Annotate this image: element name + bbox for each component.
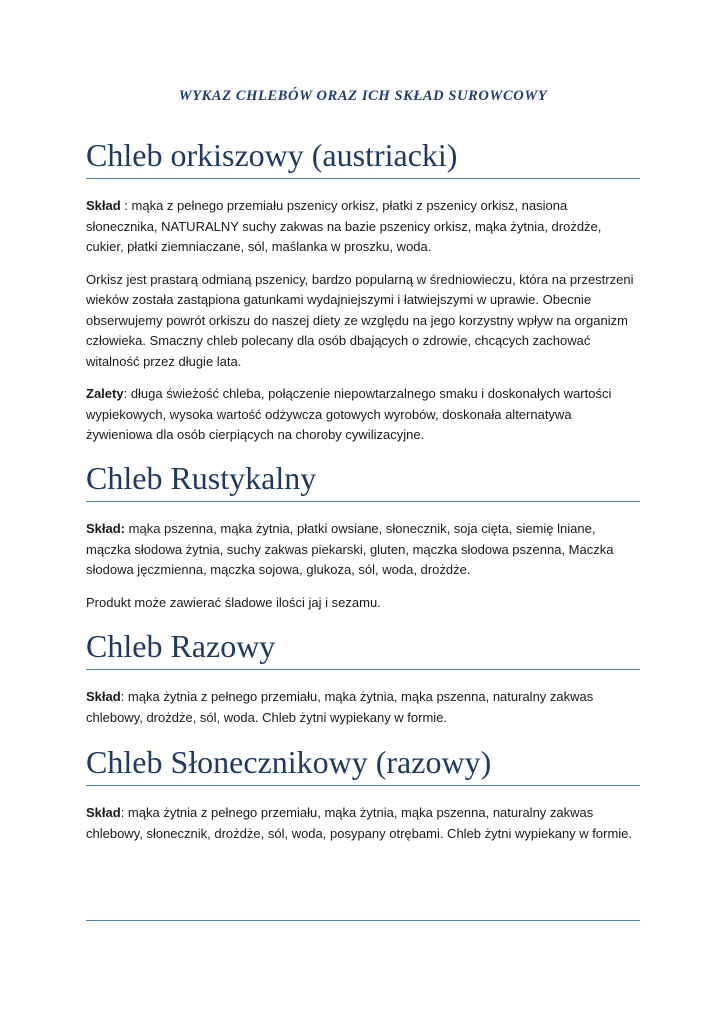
composition-label: Skład: (86, 521, 126, 536)
section-chleb-slonecznikowy (86, 743, 640, 844)
composition-label: Skład (86, 805, 121, 820)
section-heading: Chleb orkiszowy (austriacki) (86, 136, 640, 179)
composition-text: mąka żytnia z pełnego przemiału, mąka żytnia, mąka pszenna, naturalny zakwas chlebowy, drożdże, sól, woda. Chleb żytni wypiekany w formie. (86, 689, 594, 725)
composition-label: Skład (86, 198, 121, 213)
advantages-paragraph (86, 384, 640, 446)
description-paragraph: Orkisz jest prastarą odmianą pszenicy, bardzo popularną w średniowieczu, która na przestrzeni wieków została zastąpiona gatunkami wydajniejszymi i łatwiejszymi w uprawie. Obecnie obserwujemy powrót orkiszu do naszej diety ze względu na jego korzystny wpływ na organizm człowieka. Smaczny chleb polecany dla osób dbających o zdrowie, chcących zachować witalność przez długie lata. (86, 271, 634, 369)
section-chleb-rustykalny (86, 459, 640, 613)
composition-text: mąka z pełnego przemiału pszenicy orkisz, płatki z pszenicy orkisz, nasiona słonecznika, NATURALNY suchy zakwas na bazie pszenicy orkisz, mąka żytnia, drożdże, cukier, płatki ziemniaczane, sól, maślanka w proszku, woda. (86, 198, 602, 254)
section-chleb-razowy (86, 627, 640, 728)
note-paragraph: Produkt może zawierać śladowe ilości jaj i sezamu. (86, 594, 381, 610)
section-heading: Chleb Razowy (86, 627, 640, 670)
composition-paragraph (86, 519, 640, 581)
document-title: WYKAZ CHLEBÓW ORAZ ICH SKŁAD SUROWCOWY (178, 88, 548, 104)
composition-paragraph (86, 687, 640, 728)
advantages-text: długa świeżość chleba, połączenie niepowtarzalnego smaku i doskonałych wartości wypiekowych, wysoka wartość odżywcza gotowych wyrobów, doskonała alternatywa żywieniowa dla osób cierpiących na choroby cywilizacyjne. (86, 386, 612, 442)
composition-label: Skład (86, 689, 121, 704)
composition-paragraph (86, 803, 640, 844)
composition-separator: : (120, 198, 132, 213)
advantages-separator: : (123, 386, 131, 401)
section-heading: Chleb Rustykalny (86, 459, 640, 502)
section-heading: Chleb Słonecznikowy (razowy) (86, 743, 640, 786)
composition-separator: : (120, 689, 128, 704)
composition-text: mąka pszenna, mąka żytnia, płatki owsiane, słonecznik, soja cięta, siemię lniane, mączka słodowa żytnia, suchy zakwas piekarski, gluten, mączka słodowa pszenna, Maczka słodowa jęczmienna, mączka sojowa, glukoza, sól, woda, drożdże. (86, 521, 614, 577)
composition-paragraph (86, 196, 640, 258)
composition-separator: : (120, 805, 128, 820)
footer-divider (86, 920, 640, 921)
section-chleb-orkiszowy (86, 136, 640, 446)
advantages-label: Zalety (86, 386, 124, 401)
composition-text: mąka żytnia z pełnego przemiału, mąka żytnia, mąka pszenna, naturalny zakwas chlebowy, słonecznik, drożdże, sól, woda, posypany otrębami. Chleb żytni wypiekany w formie. (86, 805, 633, 841)
